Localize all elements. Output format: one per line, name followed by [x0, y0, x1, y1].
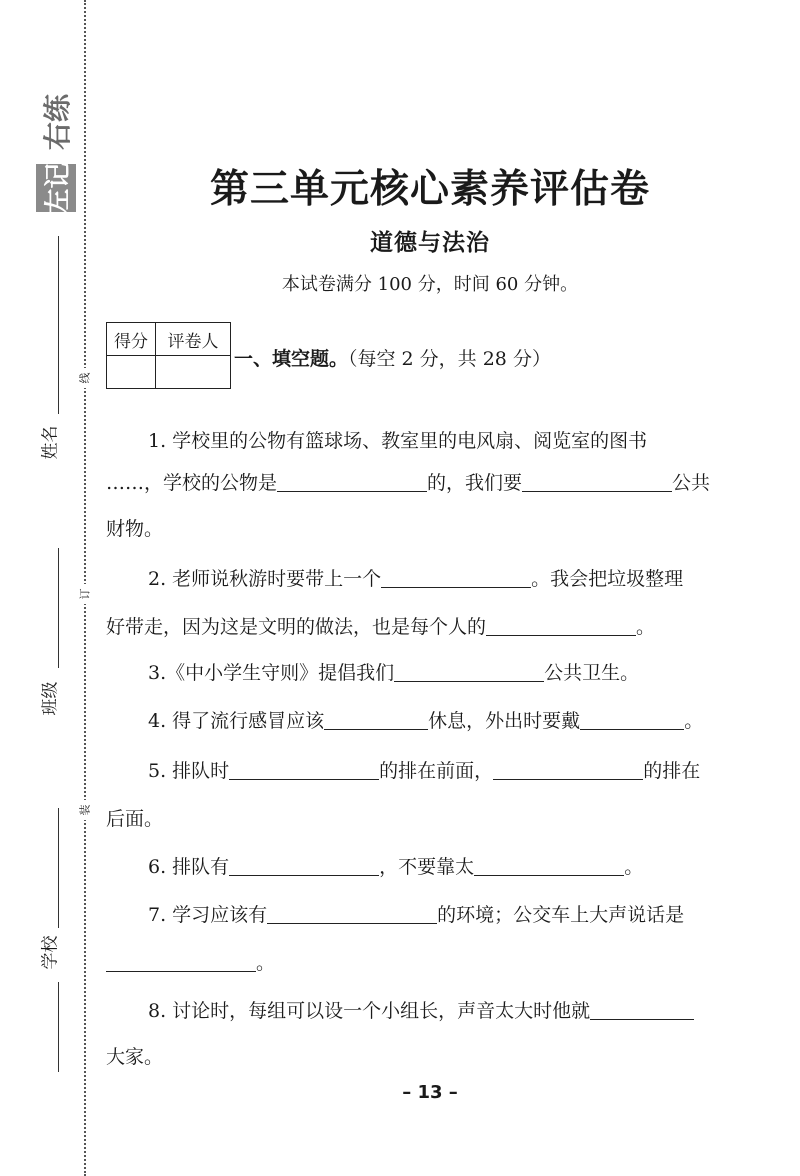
school-field-line-lower — [58, 982, 59, 1072]
name-label: 姓名 — [40, 425, 61, 459]
q1-line-2: ……，学校的公物是 的，我们要 公共 — [106, 472, 711, 494]
section-title: 一、填空题。 — [234, 348, 349, 370]
q4-blank-2[interactable] — [580, 709, 684, 730]
class-field-line — [58, 548, 59, 668]
cut-mark-line: 线 — [74, 368, 94, 388]
school-label: 学校 — [40, 935, 61, 969]
q2-line-2: 好带走，因为这是文明的做法，也是每个人的 。 — [106, 616, 656, 638]
brand-text: 右练 — [41, 93, 75, 151]
q5-blank-2[interactable] — [493, 759, 643, 780]
grader-cell[interactable] — [156, 356, 231, 389]
q2-blank-2[interactable] — [486, 615, 636, 636]
class-label: 班级 — [40, 681, 61, 715]
q8-line-2: 大家。 — [106, 1046, 164, 1068]
page-title: 第三单元核心素养评估卷 — [209, 167, 650, 212]
q8-blank[interactable] — [590, 999, 694, 1020]
q6-blank-2[interactable] — [474, 855, 624, 876]
name-field-line — [58, 236, 59, 414]
q7-line-2: 。 — [106, 948, 275, 975]
cut-mark-order: 订 — [74, 584, 94, 604]
score-label: 得分 — [107, 323, 156, 356]
q7-line-1: 7. 学习应该有 的环境；公交车上大声说话是 — [148, 904, 685, 926]
q8-line-1: 8. 讨论时，每组可以设一个小组长，声音太大时他就 — [148, 996, 694, 1023]
exam-note: 本试卷满分 100 分，时间 60 分钟。 — [281, 274, 579, 295]
page-number: – 13 – — [402, 1082, 458, 1103]
q6-line: 6. 排队有 ，不要靠太 。 — [148, 856, 644, 878]
q5-blank-1[interactable] — [229, 759, 379, 780]
subject-title: 道德与法治 — [370, 230, 490, 256]
section-note: （每空 2 分，共 28 分） — [348, 348, 551, 370]
q2-blank-1[interactable] — [381, 567, 531, 588]
q2-line-1: 2. 老师说秋游时要带上一个 。我会把垃圾整理 — [148, 568, 684, 590]
q7-blank-2[interactable] — [106, 951, 256, 972]
section-heading — [234, 344, 551, 371]
brand-box: 左记 — [36, 164, 76, 212]
school-field-line — [58, 808, 59, 928]
grader-label: 评卷人 — [156, 323, 231, 356]
q4-line: 4. 得了流行感冒应该 休息，外出时要戴 。 — [148, 710, 704, 732]
score-cell[interactable] — [107, 356, 156, 389]
q3-line: 3.《中小学生守则》提倡我们 公共卫生。 — [148, 662, 640, 684]
q5-line-1: 5. 排队时 的排在前面， 的排在 — [148, 760, 701, 782]
q1-line-3: 财物。 — [106, 518, 164, 540]
q1-blank-2[interactable] — [522, 471, 672, 492]
q1-line-1: 1. 学校里的公物有篮球场、教室里的电风扇、阅览室的图书 — [148, 430, 648, 452]
q3-blank[interactable] — [394, 661, 544, 682]
q7-blank-1[interactable] — [267, 903, 437, 924]
q4-blank-1[interactable] — [324, 709, 428, 730]
q6-blank-1[interactable] — [229, 855, 379, 876]
brand-logo — [36, 82, 76, 215]
q1-blank-1[interactable] — [277, 471, 427, 492]
cut-mark-bind: 装 — [74, 800, 94, 820]
score-box — [106, 322, 231, 389]
q5-line-2: 后面。 — [106, 808, 164, 830]
